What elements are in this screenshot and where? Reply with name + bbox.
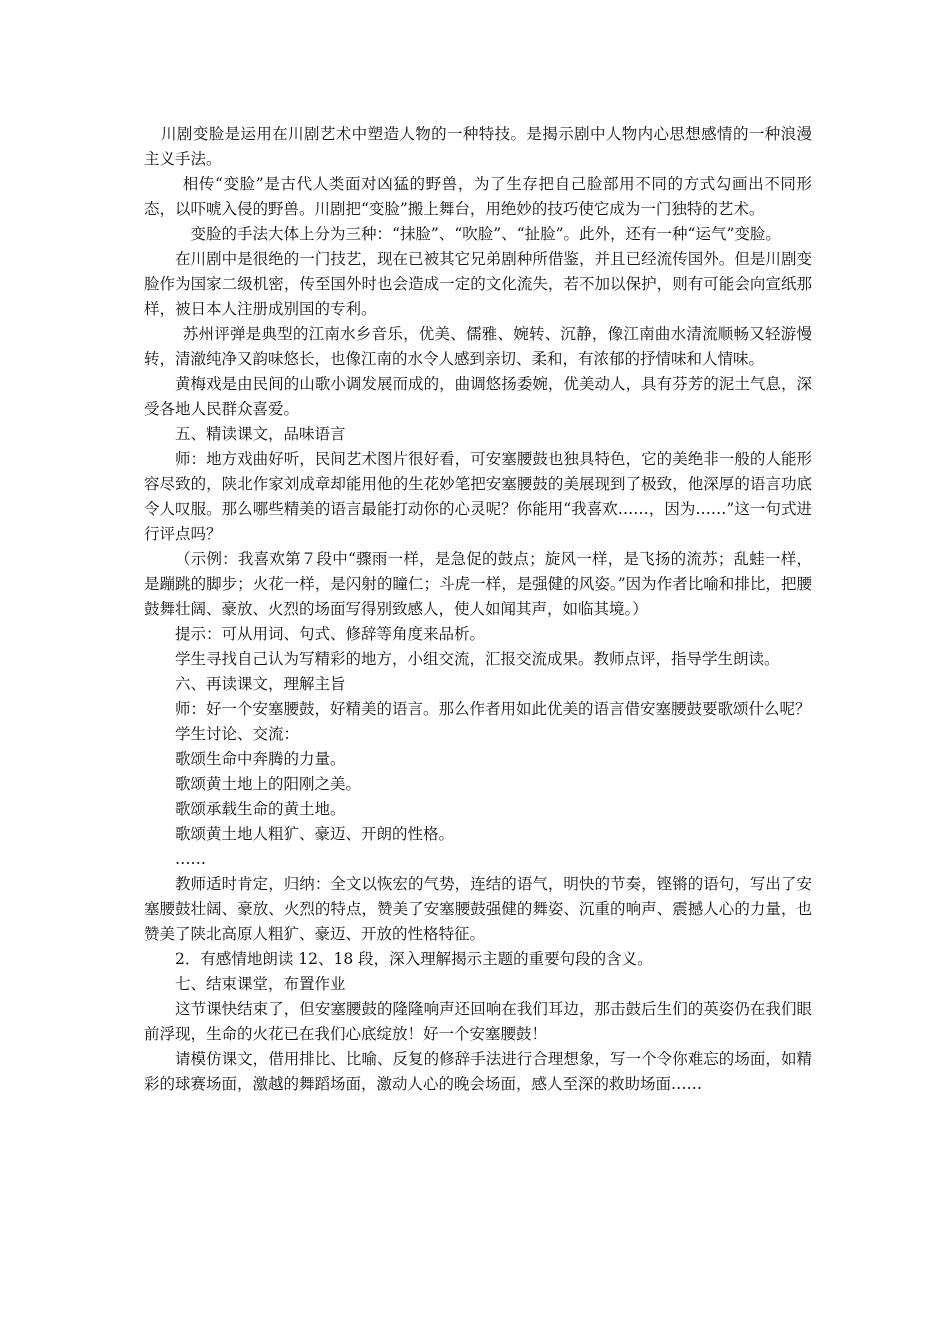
paragraph-hint: 提示：可从用词、句式、修辞等角度来品析。 xyxy=(175,625,486,643)
section-heading-7: 七、结束课堂，布置作业 xyxy=(175,975,346,993)
paragraph-teacher-question: 师：地方戏曲好听，民间艺术图片很好看，可安塞腰鼓也独具特色，它的美绝非一般的人能形容尽致的，陕北作家刘成章却能用他的生花妙笔把安塞腰鼓的美展现到了极致，他深厚的语言功底令人叹服。那么哪些精美的语言最能打动你的心灵呢？你能用“我喜欢……，因为……”这一句式进行评点吗？ xyxy=(144,450,812,543)
list-item-praise-1: 歌颂生命中奔腾的力量。 xyxy=(175,750,346,768)
paragraph-teacher-summary: 教师适时肯定，归纳：全文以恢宏的气势，连结的语气，明快的节奏，铿锵的语句，写出了安塞腰鼓壮阔、豪放、火烈的特点，赞美了安塞腰鼓强健的舞姿、沉重的响声、震撼人心的力量，也赞美了陕北高原人粗犷、豪迈、开放的性格特征。 xyxy=(144,875,812,943)
paragraph-suzhou-pingtan: 苏州评弹是典型的江南水乡音乐，优美、儒雅、婉转、沉静，像江南曲水清流顺畅又轻游慢转，清澈纯净又韵味悠长，也像江南的水令人感到亲切、柔和，有浓郁的抒情味和人情味。 xyxy=(144,325,812,368)
list-item-praise-2: 歌颂黄土地上的阳刚之美。 xyxy=(175,775,362,793)
paragraph-example: （示例：我喜欢第７段中“骤雨一样，是急促的鼓点；旋风一样，是飞扬的流苏；乱蛙一样，是蹦跳的脚步；火花一样，是闪射的瞳仁；斗虎一样，是强健的风姿。”因为作者比喻和排比，把腰鼓舞壮阔、豪放、火烈的场面写得别致感人，使人如闻其声，如临其境。） xyxy=(144,550,812,618)
paragraph-face-changing-methods: 变脸的手法大体上分为三种：“抹脸”、“吹脸”、“扯脸”。此外，还有一种“运气”变脸。 xyxy=(190,225,781,243)
paragraph-student-activity: 学生寻找自己认为写精彩的地方，小组交流，汇报交流成果。教师点评，指导学生朗读。 xyxy=(175,650,780,668)
paragraph-teacher-theme-question: 师：好一个安塞腰鼓，好精美的语言。那么作者用如此优美的语言借安塞腰鼓要歌颂什么呢？ xyxy=(175,700,811,718)
list-item-praise-4: 歌颂黄土地人粗犷、豪迈、开朗的性格。 xyxy=(175,825,455,843)
list-item-praise-3: 歌颂承载生命的黄土地。 xyxy=(175,800,346,818)
paragraph-face-changing-legend: 相传“变脸”是古代人类面对凶猛的野兽，为了生存把自己脸部用不同的方式勾画出不同形态，以吓唬入侵的野兽。川剧把“变脸”搬上舞台，用绝妙的技巧使它成为一门独特的艺术。 xyxy=(144,175,812,218)
paragraph-reading-task: 2．有感情地朗读 12、18 段，深入理解揭示主题的重要句段的含义。 xyxy=(175,950,653,968)
list-ellipsis: …… xyxy=(175,850,206,868)
section-heading-6: 六、再读课文，理解主旨 xyxy=(175,675,346,693)
paragraph-student-discussion: 学生讨论、交流： xyxy=(175,725,300,743)
section-heading-5: 五、精读课文，品味语言 xyxy=(175,425,346,443)
document-body xyxy=(144,122,812,1097)
paragraph-face-changing-protection: 在川剧中是很绝的一门技艺，现在已被其它兄弟剧种所借鉴，并且已经流传国外。但是川剧变脸作为国家二级机密，传至国外时也会造成一定的文化流失，若不加以保护，则有可能会向宣纸那样，被日本人注册成别国的专利。 xyxy=(144,250,812,318)
paragraph-homework: 请模仿课文，借用排比、比喻、反复的修辞手法进行合理想象，写一个令你难忘的场面，如精彩的球赛场面，激越的舞蹈场面，激动人心的晚会场面，感人至深的救助场面…… xyxy=(144,1050,812,1093)
paragraph-huangmei-opera: 黄梅戏是由民间的山歌小调发展而成的，曲调悠扬委婉，优美动人，具有芬芳的泥土气息，深受各地人民群众喜爱。 xyxy=(144,375,812,418)
paragraph-closing: 这节课快结束了，但安塞腰鼓的隆隆响声还回响在我们耳边，那击鼓后生们的英姿仍在我们眼前浮现，生命的火花已在我们心底绽放！好一个安塞腰鼓！ xyxy=(144,1000,812,1043)
paragraph-sichuan-opera-face-changing: 川剧变脸是运用在川剧艺术中塑造人物的一种特技。是揭示剧中人物内心思想感情的一种浪漫主义手法。 xyxy=(144,125,812,168)
